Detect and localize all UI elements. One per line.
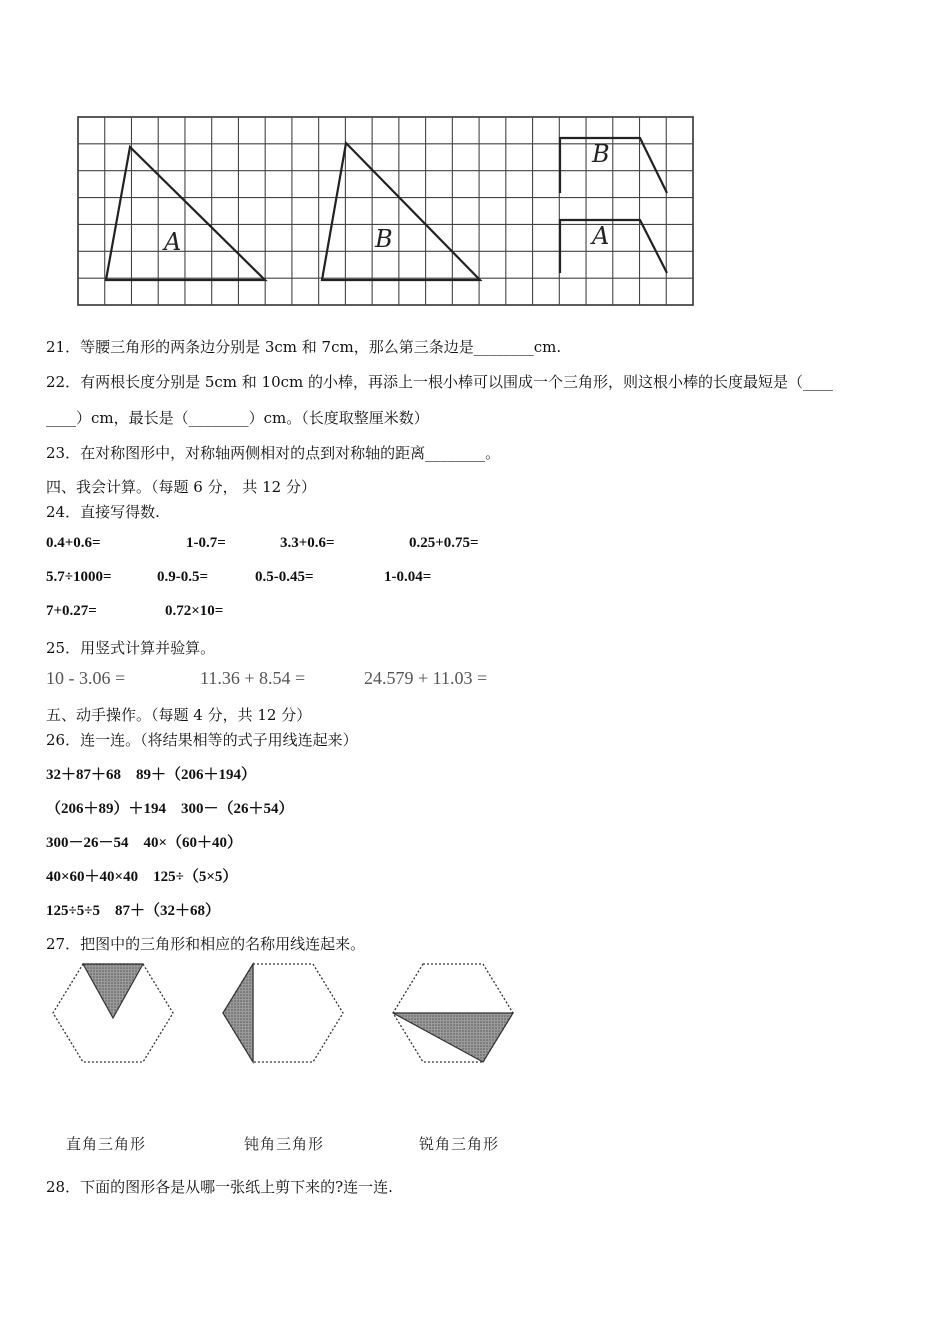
calc-item: 0.9-0.5= [157,569,209,585]
obtuse-triangle-shaded [223,964,253,1062]
match-row: （206＋89）＋194 300－（26＋54） [46,801,294,817]
hexagon-figures [45,958,565,1078]
trapezoid-b-right [560,138,667,193]
grid-figure [70,105,710,315]
calc-item: 5.7÷1000= [46,569,112,585]
section-4-heading: 四、我会计算。（每题 6 分， 共 12 分） [46,478,316,496]
calc-item: 0.25+0.75= [409,535,479,551]
hexagon-3 [393,964,513,1062]
vertical-calc-item: 11.36 + 8.54 = [200,668,306,688]
hexagon-2 [223,964,343,1062]
question-28: 28．下面的图形各是从哪一张纸上剪下来的?连一连. [46,1178,393,1196]
triangle-name-right: 直角三角形 [66,1135,147,1153]
label-b-mid: B [375,225,393,253]
question-21: 21．等腰三角形的两条边分别是 3cm 和 7cm，那么第三条边是________cm. [46,338,562,356]
question-27: 27．把图中的三角形和相应的名称用线连起来。 [46,935,366,953]
label-a-right: A [592,222,610,250]
label-a-left: A [164,228,182,256]
acute-triangle-shaded [393,1013,513,1062]
vertical-calc-item: 10 - 3.06 = [46,668,126,688]
question-25: 25．用竖式计算并验算。 [46,639,216,657]
vertical-calc-item: 24.579 + 11.03 = [364,668,488,688]
triangle-name-acute: 锐角三角形 [419,1135,500,1153]
calc-item: 3.3+0.6= [280,535,335,551]
question-24: 24．直接写得数. [46,503,160,521]
question-22-line1: 22．有两根长度分别是 5cm 和 10cm 的小棒，再添上一根小棒可以围成一个三角形，则这根小棒的长度最短是（____ [46,373,834,391]
match-row: 32＋87＋68 89＋（206＋194） [46,767,257,783]
question-22-line2: ____）cm，最长是（________）cm。（长度取整厘米数） [46,409,429,427]
question-26: 26．连一连。（将结果相等的式子用线连起来） [46,731,358,749]
calc-item: 1-0.04= [384,569,432,585]
trapezoid-a-right [560,220,667,273]
match-row: 300－26－54 40×（60＋40） [46,835,243,851]
match-row: 40×60＋40×40 125÷（5×5） [46,869,238,885]
right-triangle-shaded [83,964,143,1018]
question-23: 23．在对称图形中，对称轴两侧相对的点到对称轴的距离________。 [46,444,501,462]
calc-item: 0.4+0.6= [46,535,101,551]
match-row: 125÷5÷5 87＋（32＋68） [46,903,220,919]
section-5-heading: 五、动手操作。（每题 4 分，共 12 分） [46,706,312,724]
calc-item: 1-0.7= [186,535,226,551]
calc-item: 0.72×10= [165,603,224,619]
label-b-right: B [592,140,610,168]
triangle-name-obtuse: 钝角三角形 [244,1135,325,1153]
hexagon-1 [53,964,173,1062]
calc-item: 0.5-0.45= [255,569,314,585]
calc-item: 7+0.27= [46,603,97,619]
